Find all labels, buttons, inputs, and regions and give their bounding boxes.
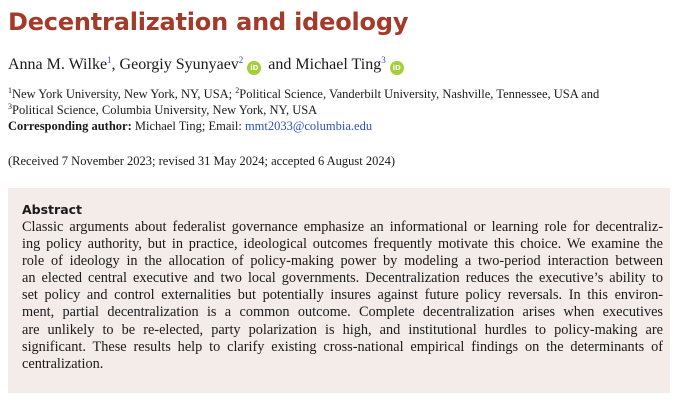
affiliation-number: 1 xyxy=(8,86,12,95)
corresponding-author xyxy=(8,118,599,134)
author-name[interactable]: Anna M. Wilke xyxy=(8,56,108,73)
abstract-line: set policy and control externalities but potentially insures against future policy reversals. In this environ- xyxy=(22,287,663,304)
affiliation-text: Political Science, Columbia University, New York, NY, USA xyxy=(12,103,318,117)
affiliation-marker[interactable]: 3 xyxy=(381,55,386,65)
paper-title: Decentralization and ideology xyxy=(8,8,409,36)
received-dates: (Received 7 November 2023; revised 31 May 2024; accepted 6 August 2024) xyxy=(8,154,396,168)
affiliations xyxy=(8,86,599,134)
abstract-line: an elected central executive and two local governments. Decentralization reduces the executive’s ability to xyxy=(22,270,663,287)
abstract-heading: Abstract xyxy=(22,202,83,217)
corresponding-text: Michael Ting; Email: xyxy=(131,119,245,133)
abstract-box xyxy=(8,188,670,393)
abstract-line: Classic arguments about federalist governance emphasize an informational or learning role for decentraliz- xyxy=(22,219,663,235)
author-separator: , xyxy=(111,56,120,73)
author-list xyxy=(8,54,407,76)
affiliation-number: 3 xyxy=(8,102,12,111)
affiliation-line xyxy=(8,86,599,102)
affiliation-line xyxy=(8,102,599,118)
affiliation-number: 2 xyxy=(235,86,240,95)
author-separator: and xyxy=(264,56,296,73)
orcid-icon[interactable]: iD xyxy=(247,61,261,75)
abstract-line: role of ideology in the allocation of policy-making power by modeling a two-period interaction between xyxy=(22,253,663,270)
orcid-icon[interactable]: iD xyxy=(390,61,404,75)
affiliation-marker[interactable]: 1 xyxy=(107,55,112,65)
abstract-line: ing policy authority, but in practice, ideological outcomes frequently motivate this choice. We examine the xyxy=(22,236,663,253)
affiliation-marker[interactable]: 2 xyxy=(238,55,244,65)
author-name[interactable]: Michael Ting xyxy=(295,56,382,73)
abstract-text xyxy=(22,219,663,373)
abstract-line: centralization. xyxy=(22,355,104,372)
corresponding-label: Corresponding author: xyxy=(8,119,132,133)
abstract-line: significant. These results help to clarify existing cross-national empirical findings on the determinants of xyxy=(22,338,663,355)
abstract-line: are unlikely to be re-elected, party polarization is high, and institutional hurdles to policy-making are xyxy=(22,321,663,338)
email-link[interactable]: mmt2033@columbia.edu xyxy=(244,119,373,133)
affiliation-text: Political Science, Vanderbilt University, Nashville, Tennessee, USA and xyxy=(239,87,600,101)
affiliation-text: New York University, New York, NY, USA; xyxy=(12,87,236,101)
abstract-line: ment, partial decentralization is a common outcome. Complete decentralization arises when executives xyxy=(22,304,663,321)
author-name[interactable]: Georgiy Syunyaev xyxy=(119,56,239,73)
